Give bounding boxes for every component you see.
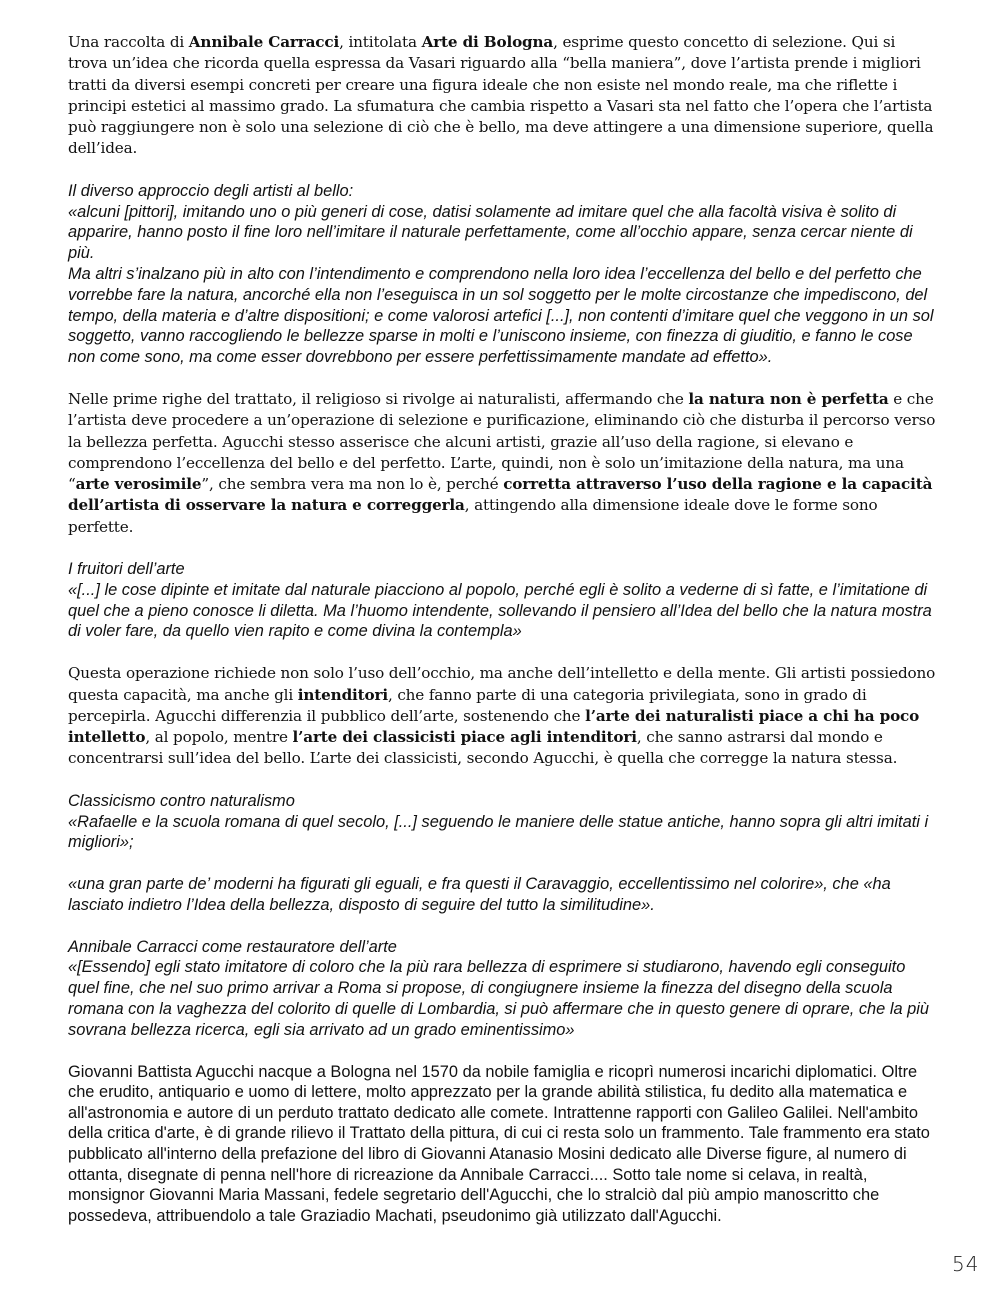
quote-block-approccio — [68, 181, 938, 368]
quote-text: «alcuni [pittori], imitando uno o più generi di cose, datisi solamente ad imitare quel che alla facoltà visiva è solito di apparire, hanno posto il fine loro nell’imitare il naturale perfettamente, come all’occhio appare, senza cercar niente di più. — [68, 202, 913, 263]
quote-text: «una gran parte de’ moderni ha figurati gli eguali, e fra questi il Caravaggio, eccellentissimo nel colorire», che «ha lasciato indietro l’Idea della bellezza, disposto di seguire del tutto la similitudine». — [68, 875, 891, 914]
bold-corretta-ragione: corretta attraverso l’uso della ragione e la capacità dell’artista di osservare la natura e correggerla — [68, 475, 933, 515]
bold-arte-verosimile: arte verosimile — [75, 475, 202, 494]
text-run: Nelle prime righe del trattato, il religioso si rivolge ai naturalisti, affermando che — [68, 389, 689, 408]
text-run: , che fanno parte di una categoria privilegiata, sono in grado di percepirla. Agucchi differenzia il pubblico dell’arte, sostenendo che — [68, 685, 867, 725]
text-run: ”, che sembra vera ma non lo è, perché — [201, 475, 504, 494]
page-number: 54 — [952, 1252, 980, 1276]
text-run: , che sanno astrarsi dal mondo e concentrarsi sull’idea del bello. L’arte dei classicisti, secondo Agucchi, è quella che corregge la natura stessa. — [68, 728, 898, 768]
bold-arte-classicisti: l’arte dei classicisti piace agli intenditori — [292, 728, 637, 747]
paragraph-intenditori — [68, 663, 938, 769]
quote-text: «[...] le cose dipinte et imitate dal naturale piacciono al popolo, perché egli è solito a vederne di sì fatte, e l’imitatione di quel che a pieno conosce li diletta. Ma l’huomo intendente, sollevando il pensiero all’Idea del bello che la natura mostra di voler fare, da quello vien rapito e come divina la contempla» — [68, 580, 932, 641]
bold-annibale-carracci: Annibale Carracci — [188, 33, 340, 51]
text-run: e che l’artista deve procedere a un’operazione di selezione e purificazione, eliminando ciò che disturba il percorso verso la bellezza perfetta. Agucchi stesso asserisce che alcuni artisti, grazie all’uso della ragione, si elevano e comprendono l’eccellenza del bello e del perfetto. L’arte, quindi, non è solo un’imitazione della natura, ma una “ — [68, 389, 936, 494]
text-run: , al popolo, mentre — [145, 728, 293, 747]
quote-block-restauratore — [68, 937, 938, 1041]
quote-text: «Rafaelle e la scuola romana di quel secolo, [...] seguendo le maniere delle statue antiche, hanno sopra gli altri imitati i migliori»; — [68, 812, 929, 852]
text-run: , esprime questo concetto di selezione. Qui si trova un’idea che ricorda quella espressa da Vasari riguardo alla “bella maniera”, dove l’artista prende i migliori tratti da diversi esempi concreti per creare una figura ideale che non esiste nel mondo reale, ma che riflette i principi estetici al massimo grado. La sfumatura che cambia rispetto a Vasari sta nel fatto che l’opera che l’artista può raggiungere non è solo una selezione di ciò che è bello, ma deve attingere a una dimensione superiore, quella dell’idea. — [68, 33, 934, 158]
quote-text: «[Essendo] egli stato imitatore di coloro che la più rara bellezza di esprimere si studiarono, havendo egli conseguito quel fine, che nel suo primo arrivar a Roma si propose, di congiugnere insieme la finezza del disegno della scuola romana con la vaghezza del colorito di quelle di Lombardia, si può affermare che in questo genere di oprare, che la più sovrana bellezza ricerca, egli sia arrivato ad un grado eminentissimo» — [68, 958, 930, 1039]
quote-heading: Il diverso approccio degli artisti al bello: — [68, 181, 354, 200]
bold-arte-naturalisti: l’arte dei naturalisti piace a chi ha poco intelletto — [68, 706, 920, 747]
quote-heading: Classicismo contro naturalismo — [68, 791, 295, 810]
bold-intenditori: intenditori — [297, 685, 388, 704]
text-run: Questa operazione richiede non solo l’uso dell’occhio, ma anche dell’intelletto e della mente. Gli artisti possiedono questa capacità, ma anche gli — [68, 664, 936, 704]
bold-natura-non-perfetta: la natura non è perfetta — [688, 389, 889, 408]
text-run: Una raccolta di — [68, 33, 189, 51]
quote-heading: I fruitori dell’arte — [68, 560, 185, 579]
quote-text: Ma altri s’inalzano più in alto con l’intendimento e comprendono nella loro idea l’eccellenza del bello e del perfetto che vorrebbe fare la natura, ancorché ella non l’eseguisca in un sol soggetto per le molte circostanze che impediscono, del tempo, della materia e d’altre dispositioni; e come valorosi artefici [...], non contenti d’imitare quel che veggono in un sol soggetto, vanno raccogliendo le bellezze sparse in molti e l’uniscono insieme, con finezza di giuditio, e fanno le cose non come sono, ma come esser dovrebbono per essere perfettissimamente mandate ad effetto». — [68, 264, 934, 367]
paragraph-carracci-selection — [68, 32, 938, 160]
quote-heading: Annibale Carracci come restauratore dell’arte — [68, 937, 397, 956]
paragraph-naturalisti — [68, 389, 938, 538]
quote-block-classicismo — [68, 791, 938, 916]
text-run: , intitolata — [339, 33, 422, 51]
paragraph-agucchi-biography: Giovanni Battista Agucchi nacque a Bologna nel 1570 da nobile famiglia e ricoprì numerosi incarichi diplomatici. Oltre che erudito, antiquario e uomo di lettere, molto apprezzato per la grande abilità stilistica, fu dedito alla matematica e all'astronomia e autore di un perduto trattato dedicato alle comete. Intrattenne rapporti con Galileo Galilei. Nell'ambito della critica d'arte, è di grande rilievo il Trattato della pittura, di cui ci resta solo un frammento. Tale frammento era stato pubblicato all'interno della prefazione del libro di Giovanni Atanasio Mosini dedicato alle Diverse figure, al numero di ottanta, disegnate di penna nell'hore di ricreazione da Annibale Carracci.... Sotto tale nome si celava, in realtà, monsignor Giovanni Maria Massani, fedele segretario dell'Agucchi, che lo stralciò dal più ampio manoscritto che possedeva, attribuendolo a tale Graziadio Machati, pseudonimo già utilizzato dall'Agucchi. — [68, 1062, 930, 1225]
document-page — [68, 32, 938, 1226]
bold-arte-di-bologna: Arte di Bologna — [421, 33, 554, 51]
text-run: , attingendo alla dimensione ideale dove le forme sono perfette. — [68, 496, 878, 536]
quote-block-fruitori — [68, 559, 938, 642]
